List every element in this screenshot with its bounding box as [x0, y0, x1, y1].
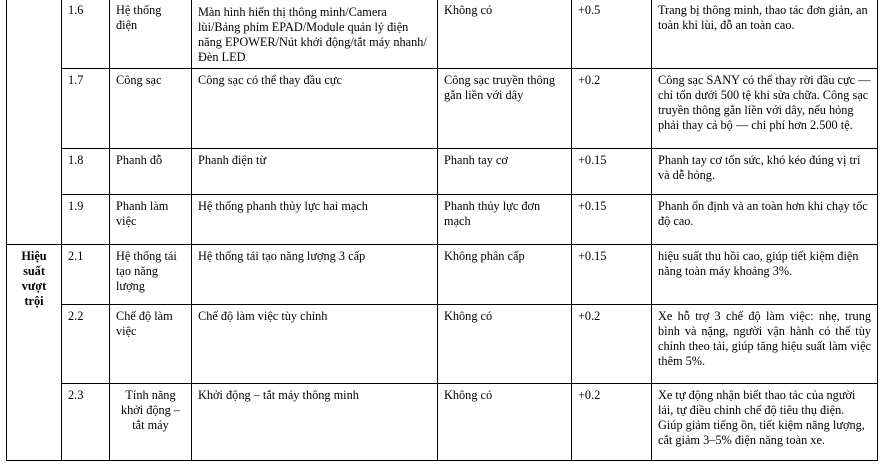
- sany-spec: Chế độ làm việc tùy chỉnh: [192, 305, 438, 384]
- row-number: 1.6: [62, 0, 110, 69]
- note: Phanh tay cơ tốn sức, khó kéo đúng vị trí và dễ hỏng.: [652, 149, 878, 195]
- score: +0.15: [572, 149, 652, 195]
- feature-name: Phanh làm việc: [110, 195, 192, 245]
- group-cell: [7, 0, 62, 245]
- note: Trang bị thông minh, thao tác đơn giản, an toàn khi lùi, đỗ an toàn cao.: [652, 0, 878, 69]
- table-row: [7, 245, 878, 305]
- sany-spec: Phanh điện từ: [192, 149, 438, 195]
- table-row: [7, 195, 878, 245]
- feature-name: Chế độ làm việc: [110, 305, 192, 384]
- spec-comparison-table: [6, 0, 878, 461]
- table-row: [7, 384, 878, 461]
- score: +0.2: [572, 384, 652, 461]
- competitor-spec: Không phân cấp: [438, 245, 572, 305]
- competitor-spec: Không có: [438, 305, 572, 384]
- table-row: [7, 149, 878, 195]
- feature-name: Hệ thống điện: [110, 0, 192, 69]
- sany-spec: Màn hình hiển thị thông minh/Camera lùi/Bảng phím EPAD/Module quản lý điện năng EPOWER/Nút khởi động/tắt máy nhanh/Đèn LED: [192, 0, 438, 69]
- competitor-spec: Phanh thủy lực đơn mạch: [438, 195, 572, 245]
- note: Xe tự động nhận biết thao tác của người lái, tự điều chỉnh chế độ tiêu thụ điện. Giúp giảm tiếng ồn, tiết kiệm năng lượng, cắt giảm 3–5% điện năng toàn xe.: [652, 384, 878, 461]
- feature-name: Hệ thống tái tạo năng lượng: [110, 245, 192, 305]
- score: +0.15: [572, 195, 652, 245]
- score: +0.2: [572, 305, 652, 384]
- competitor-spec: Không có: [438, 384, 572, 461]
- note: Công sạc SANY có thể thay rời đầu cực — chỉ tốn dưới 500 tệ khi sửa chữa. Công sạc truyền thông gắn liền với dây, nếu hỏng phải thay cả bộ — chi phí hơn 2.500 tệ.: [652, 69, 878, 149]
- feature-name: Tính năng khởi động – tắt máy: [110, 384, 192, 461]
- row-number: 2.3: [62, 384, 110, 461]
- note: hiệu suất thu hồi cao, giúp tiết kiệm điện năng toàn máy khoảng 3%.: [652, 245, 878, 305]
- score: +0.15: [572, 245, 652, 305]
- competitor-spec: Phanh tay cơ: [438, 149, 572, 195]
- sany-spec: Công sạc có thể thay đầu cực: [192, 69, 438, 149]
- feature-name: Phanh đỗ: [110, 149, 192, 195]
- row-number: 1.8: [62, 149, 110, 195]
- score: +0.5: [572, 0, 652, 69]
- row-number: 1.9: [62, 195, 110, 245]
- row-number: 2.2: [62, 305, 110, 384]
- score: +0.2: [572, 69, 652, 149]
- sany-spec: Hệ thống tái tạo năng lượng 3 cấp: [192, 245, 438, 305]
- row-number: 2.1: [62, 245, 110, 305]
- competitor-spec: Không có: [438, 0, 572, 69]
- table-row: [7, 69, 878, 149]
- sany-spec: Khởi động – tắt máy thông minh: [192, 384, 438, 461]
- competitor-spec: Công sạc truyền thông gắn liền với dây: [438, 69, 572, 149]
- note: Xe hỗ trợ 3 chế độ làm việc: nhẹ, trung bình và nặng, người vận hành có thể tùy chỉnh theo tải, giúp tăng hiệu suất làm việc thêm 5%.: [652, 305, 878, 384]
- table-row: [7, 305, 878, 384]
- table-row: [7, 0, 878, 69]
- note: Phanh ổn định và an toàn hơn khi chạy tốc độ cao.: [652, 195, 878, 245]
- feature-name: Công sạc: [110, 69, 192, 149]
- group-cell: Hiệu suất vượt trội: [7, 245, 62, 461]
- sany-spec: Hệ thống phanh thủy lực hai mạch: [192, 195, 438, 245]
- row-number: 1.7: [62, 69, 110, 149]
